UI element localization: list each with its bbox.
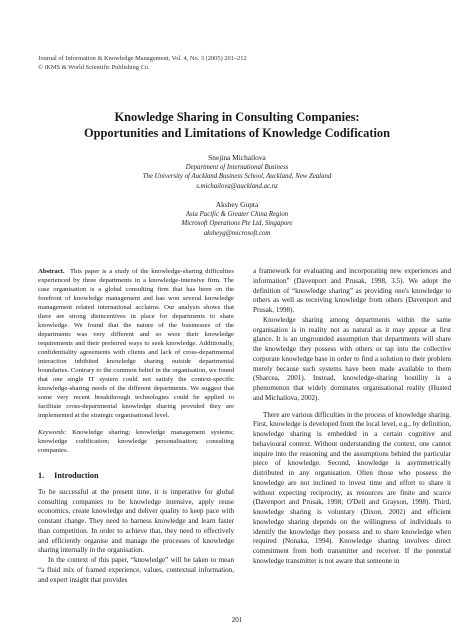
author-email: s.michailova@auckland.ac.nz (196, 182, 278, 190)
journal-copyright: © iKMS & World Scientific Publishing Co. (38, 63, 150, 71)
author-1 (0, 153, 474, 191)
author-block (0, 153, 474, 238)
author-department: Asia Pacific & Greater China Region (185, 210, 289, 218)
intro-paragraph-2: In the context of this paper, “knowledge” will be taken to mean “a fluid mix of framed experience, values, contextual information, and expert insight that provides (38, 556, 234, 584)
section-heading (38, 471, 234, 481)
author-name: Akshey Gupta (215, 200, 259, 209)
keywords-text: : Knowledge sharing; knowledge management systems; knowledge codification; knowledge personalisation; consulting companies. (38, 429, 234, 454)
section-number: 1. (38, 471, 45, 480)
title-line-2: Opportunities and Limitations of Knowledge Codification (83, 125, 390, 140)
author-department: Department of International Business (185, 163, 289, 171)
body-paragraph-1: a framework for evaluating and incorporating new experiences and information” (Davenport and Prusak, 1998, 3.5). We adopt the definition of “knowledge sharing” as providing one's knowledge to others as well as receiving knowledge from others (Davenport and Prusak, 1998). (253, 267, 451, 314)
paper-title (0, 110, 474, 141)
author-email: aksheyg@microsoft.com (203, 229, 271, 237)
journal-citation: Journal of Information & Knowledge Management, Vol. 4, No. 3 (2005) 201–212 (38, 55, 247, 62)
body-paragraph-3: There are various difficulties in the process of knowledge sharing. First, knowledge is developed from the local level, e.g., by definition, knowledge sharing is embedded in a certain cognitive and behavioural context. Without understanding the context, one cannot inquire into the reasoning and the assumptions behind the particular piece of knowledge. Second, knowledge is asymmetrically distributed in any organisation. Often those who possess the knowledge are not inclined to invest time and effort to share it without expecting reciprocity, as resources are finite and scarce (Davenport and Prusak, 1998; O'Dell and Grayson, 1998). Third, knowledge sharing is voluntary (Dixon, 2002) and efficient knowledge sharing depends on the willingness of individuals to identify the knowledge they possess and to share knowledge when required (Nonaka, 1994). Knowledge sharing involves direct commitment from both transmitter and receiver. If the potential knowledge transmitter is not aware that someone in (253, 410, 451, 565)
title-line-1: Knowledge Sharing in Consulting Companies: (114, 110, 360, 124)
right-column (253, 267, 451, 567)
abstract-text: This paper is a study of the knowledge-sharing difficulties experienced by three departments in a knowledge-intensive firm. The case organisation is a global consulting firm that has been on the forefront of knowledge management and has won several knowledge management related international acclaims. Our analysis shows that there are strong disincentives in place for departments to share knowledge. We found that the nature of the businesses of the departments was very different and so were their knowledge requirements and their preferred ways to seek knowledge. Additionally, confidentiality agreements with clients and lack of cross-departmental interaction inhibited knowledge sharing outside departmental boundaries. Contrary to the common belief in the organisation, we found that one single IT system could not satisfy the context-specific knowledge-sharing needs of the different departments. We suggest that some very recent breakthrough technologies could be applied to facilitate cross-departmental knowledge sharing provided they are implemented at the strategic organisational level. (38, 268, 234, 419)
section-title: Introduction (54, 471, 99, 480)
author-name: Snejina Michailova (208, 153, 266, 162)
keywords (38, 428, 234, 455)
abstract (38, 267, 234, 420)
author-affiliation: The University of Auckland Business School, Auckland, New Zealand (142, 173, 332, 180)
page-number: 201 (231, 616, 243, 624)
body-paragraph-2: Knowledge sharing among departments within the same organisation is in reality not as natural as it may appear at first glance. It is an ungrounded assumption that departments will share the knowledge they possess with others or tap into the collective corporate knowledge base in order to find a solution to their problem merely because such systems have been made available to them (Sharcea, 2001). Instead, knowledge-sharing hostility is a phenomenon that widely dominates organisational reality (Husted and Michailova, 2002). (253, 315, 451, 402)
abstract-label: Abstract. (38, 268, 65, 275)
keywords-label: Keywords (38, 429, 65, 436)
author-affiliation: Microsoft Operations Pte Ltd, Singapore (181, 220, 293, 227)
author-2 (0, 200, 474, 238)
intro-paragraph-1: To be successful at the present time, it is imperative for global consulting companies to be knowledge intensive, apply reuse economics, create knowledge and deliver quality to keep pace with constant change. They need to harness knowledge and learn faster than competition. In order to achieve that, they need to effectively and efficiently organise and manage the processes of knowledge sharing internally in the organisation. (38, 487, 234, 555)
journal-header (38, 55, 247, 72)
left-column (38, 267, 234, 585)
